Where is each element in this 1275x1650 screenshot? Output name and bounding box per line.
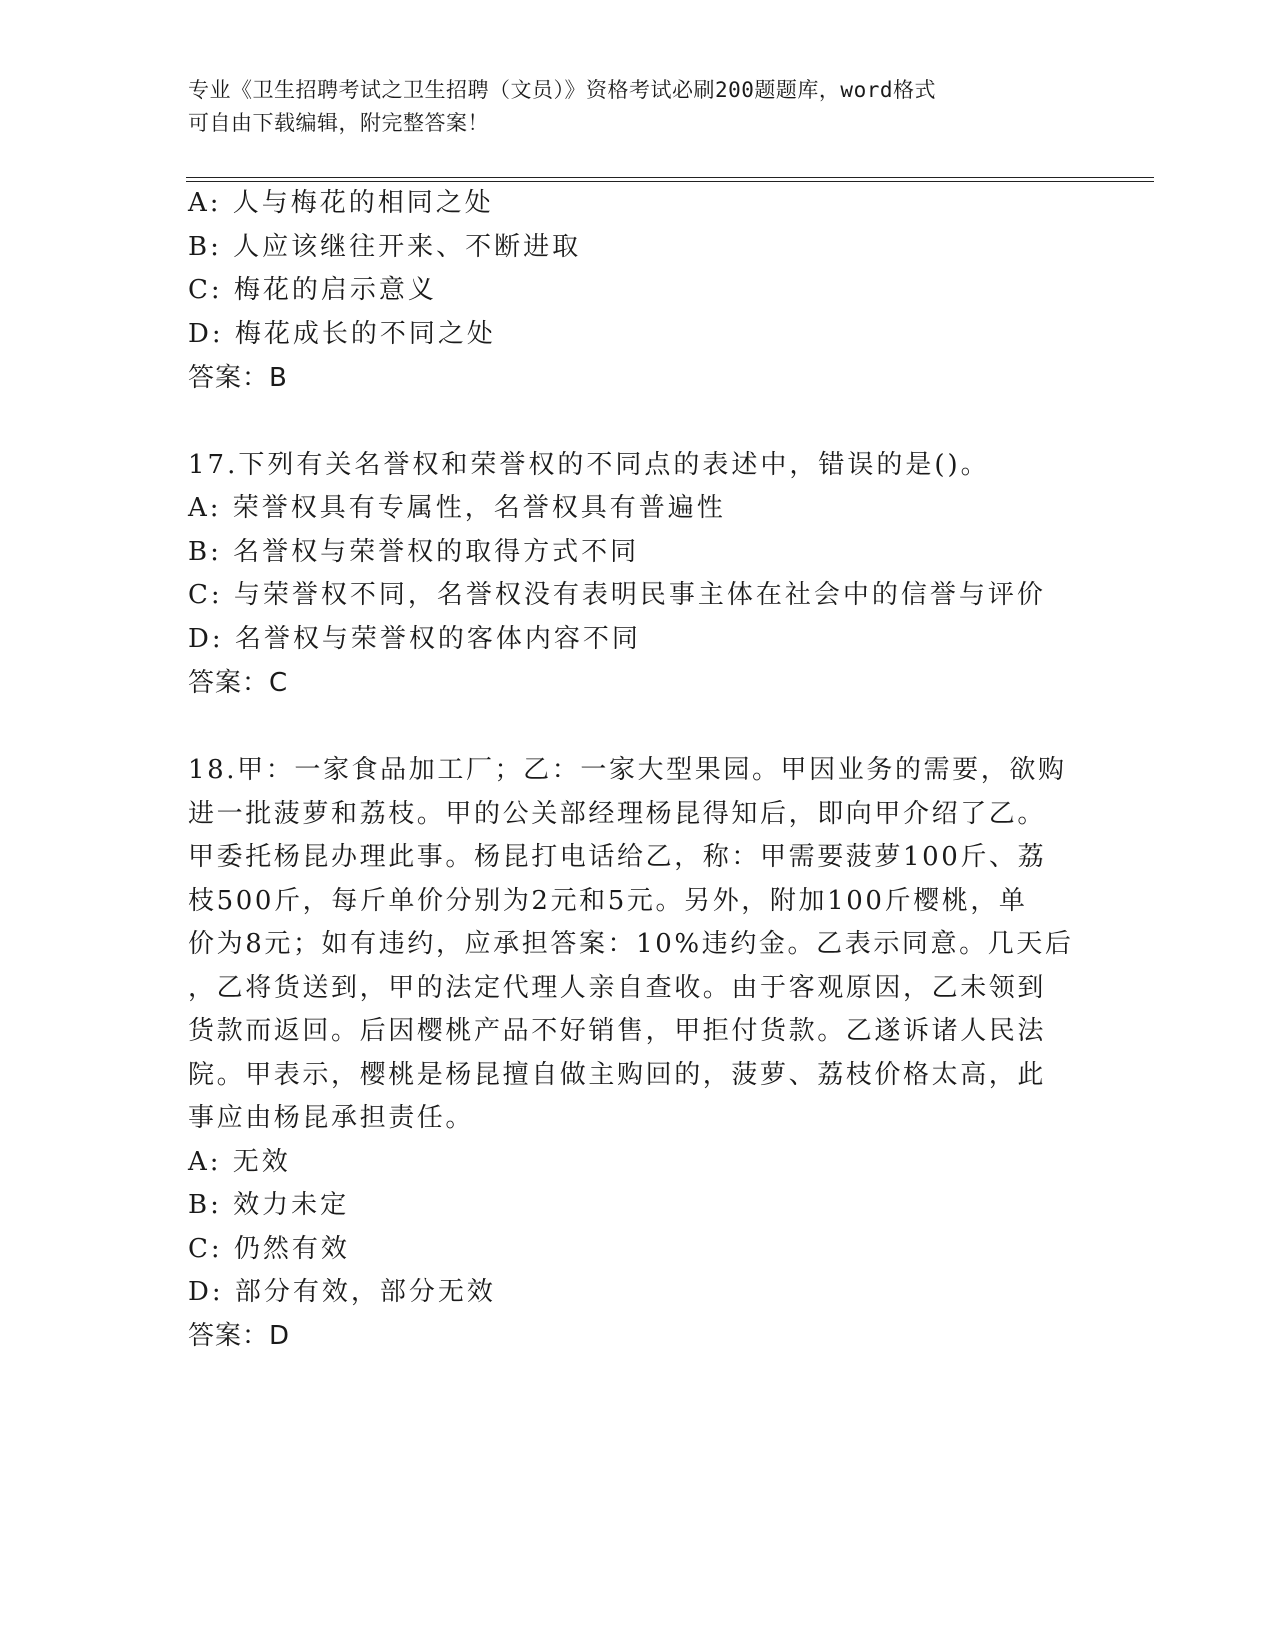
q18-question-line: 事应由杨昆承担责任。 bbox=[188, 1103, 475, 1133]
q16-option-c: C: 梅花的启示意义 bbox=[188, 275, 437, 305]
q18-option-c: C: 仍然有效 bbox=[188, 1234, 350, 1264]
q18-option-b: B: 效力未定 bbox=[188, 1190, 350, 1220]
q18-question-line: 枝500斤，每斤单价分别为2元和5元。另外，附加100斤樱桃，单 bbox=[188, 886, 1028, 916]
q17-option-d: D: 名誉权与荣誉权的客体内容不同 bbox=[188, 624, 641, 654]
q18-question-line: 甲委托杨昆办理此事。杨昆打电话给乙，称：甲需要菠萝100斤、荔 bbox=[188, 842, 1047, 872]
q18-option-d: D: 部分有效，部分无效 bbox=[188, 1277, 496, 1307]
q18-question-line: 18.甲：一家食品加工厂；乙：一家大型果园。甲因业务的需要，欲购 bbox=[188, 755, 1067, 785]
header-divider-bottom bbox=[186, 181, 1154, 182]
q18-question-line: 货款而返回。后因樱桃产品不好销售，甲拒付货款。乙遂诉诸人民法 bbox=[188, 1016, 1047, 1046]
q16-option-a: A: 人与梅花的相同之处 bbox=[188, 188, 494, 218]
header-line-2: 可自由下载编辑，附完整答案！ bbox=[188, 111, 489, 135]
q18-question-line: 价为8元；如有违约，应承担答案：10%违约金。乙表示同意。几天后 bbox=[188, 929, 1074, 959]
q17-option-c: C: 与荣誉权不同，名誉权没有表明民事主体在社会中的信誉与评价 bbox=[188, 580, 1046, 610]
document-header bbox=[188, 74, 1068, 140]
q16-option-b: B: 人应该继往开来、不断进取 bbox=[188, 232, 582, 262]
q18-question-line: 院。甲表示，樱桃是杨昆擅自做主购回的，菠萝、荔枝价格太高，此 bbox=[188, 1060, 1047, 1090]
q17-option-b: B: 名誉权与荣誉权的取得方式不同 bbox=[188, 537, 640, 567]
q17-option-a: A: 荣誉权具有专属性，名誉权具有普遍性 bbox=[188, 493, 726, 523]
q16-answer: 答案：B bbox=[188, 363, 288, 393]
q18-answer: 答案：D bbox=[188, 1321, 291, 1351]
q18-option-a: A: 无效 bbox=[188, 1147, 291, 1177]
header-divider-top bbox=[186, 177, 1154, 178]
q18-question-line: ，乙将货送到，甲的法定代理人亲自查收。由于客观原因，乙未领到 bbox=[188, 973, 1047, 1003]
q18-question-line: 进一批菠萝和荔枝。甲的公关部经理杨昆得知后，即向甲介绍了乙。 bbox=[188, 799, 1047, 829]
header-line-1: 专业《卫生招聘考试之卫生招聘（文员）》资格考试必刷200题题库，word格式 bbox=[188, 78, 936, 102]
q17-answer: 答案：C bbox=[188, 668, 289, 698]
q17-question: 17.下列有关名誉权和荣誉权的不同点的表述中，错误的是()。 bbox=[188, 450, 990, 480]
q16-option-d: D: 梅花成长的不同之处 bbox=[188, 319, 496, 349]
